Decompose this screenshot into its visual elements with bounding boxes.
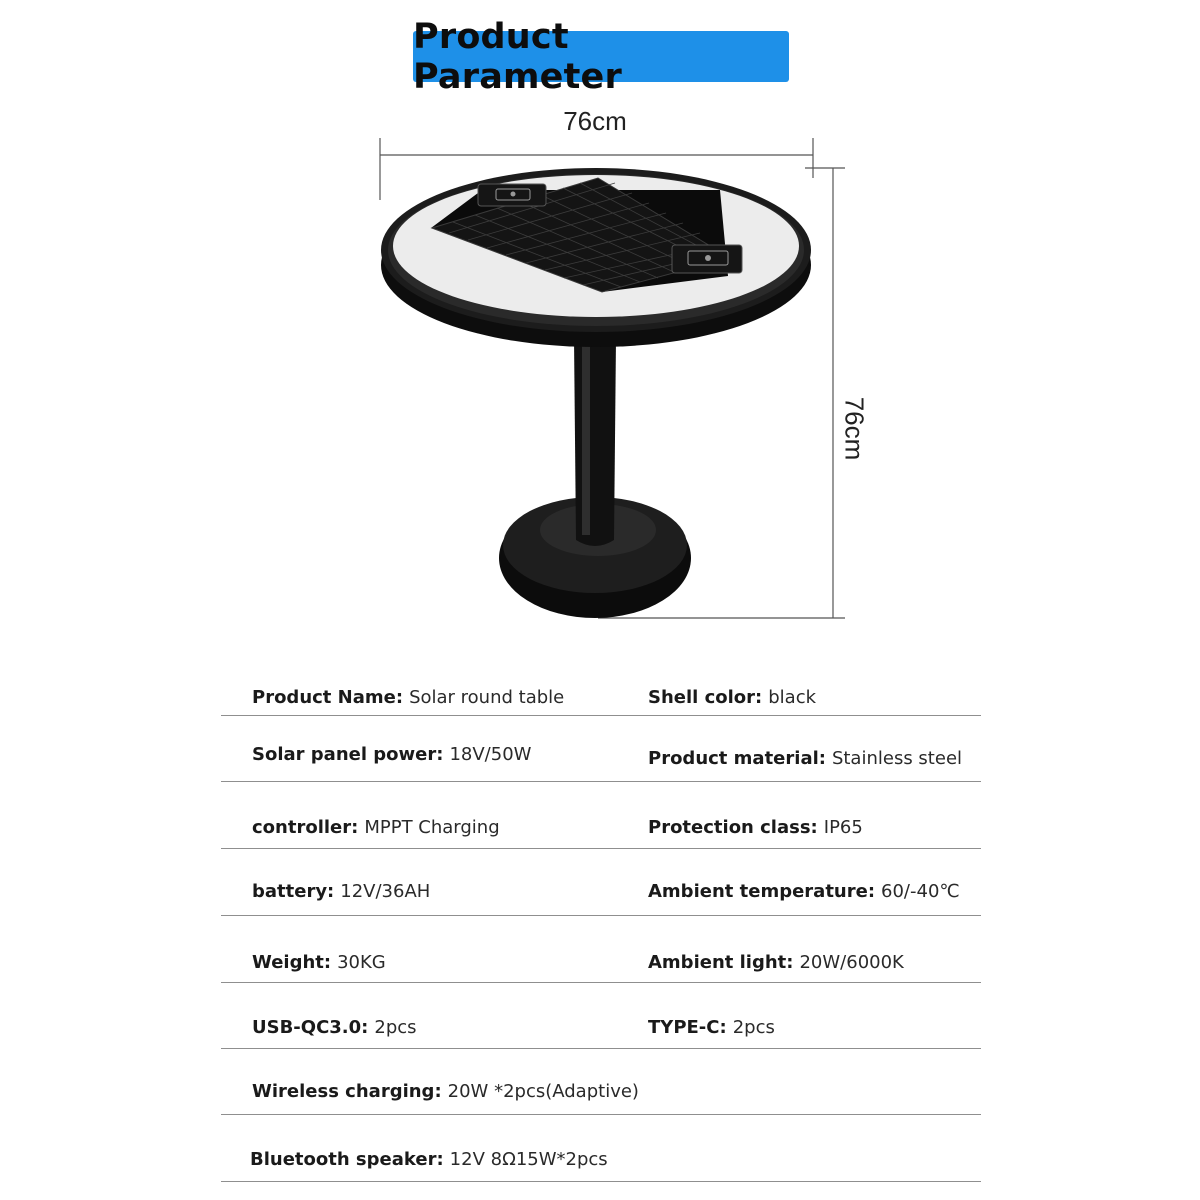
page-title: Product Parameter	[413, 16, 622, 97]
spec-product-name: Product Name: Solar round table	[252, 687, 565, 708]
table-row	[221, 650, 981, 716]
table-column	[574, 338, 616, 546]
spec-type-c: TYPE-C: 2pcs	[648, 1017, 775, 1038]
table-row	[221, 849, 981, 916]
spec-usb-qc: USB-QC3.0: 2pcs	[252, 1017, 417, 1038]
table-row	[221, 1049, 981, 1115]
spec-shell-color: Shell color: black	[648, 687, 817, 708]
spec-ambient-light: Ambient light: 20W/6000K	[648, 952, 904, 973]
spec-bluetooth-speaker: Bluetooth speaker: 12V 8Ω15W*2pcs	[250, 1149, 608, 1170]
spec-weight: Weight: 30KG	[252, 952, 386, 973]
spec-solar-panel-power: Solar panel power: 18V/50W	[252, 744, 532, 765]
spec-controller: controller: MPPT Charging	[252, 817, 500, 838]
spec-ambient-temperature: Ambient temperature: 60/-40℃	[648, 881, 960, 902]
width-dimension-label: 76cm	[563, 106, 627, 136]
height-dimension-label: 76cm	[839, 396, 870, 461]
spec-product-material: Product material: Stainless steel	[648, 748, 963, 769]
wireless-charging-pad-icon	[672, 245, 742, 273]
table-row	[221, 782, 981, 849]
spec-protection-class: Protection class: IP65	[648, 817, 863, 838]
column-highlight	[582, 340, 590, 535]
spec-wireless-charging: Wireless charging: 20W *2pcs(Adaptive)	[252, 1081, 639, 1102]
spec-battery: battery: 12V/36AH	[252, 881, 431, 902]
wireless-charging-pad-icon	[478, 184, 546, 206]
table-row	[221, 716, 981, 782]
table-row	[221, 983, 981, 1049]
table-row	[221, 1115, 981, 1182]
table-row	[221, 916, 981, 983]
